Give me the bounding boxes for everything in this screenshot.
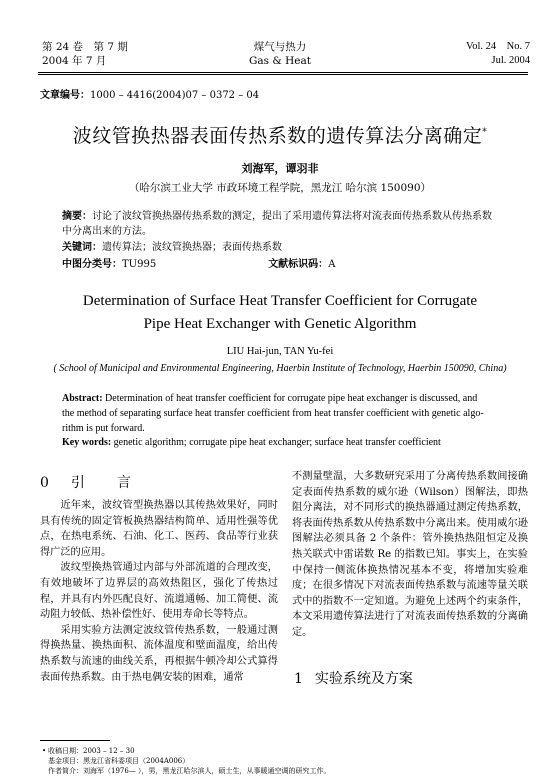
keywords-cn-value: 遗传算法；波纹管换热器；表面传热系数 bbox=[102, 242, 282, 253]
affiliation-cn: （哈尔滨工业大学 市政环境工程学院，黑龙江 哈尔滨 150090） bbox=[128, 182, 432, 194]
right-column bbox=[292, 469, 528, 641]
affiliation-en: ( School of Municipal and Environmental Engineering, Haerbin Institute of Technology, Haerbin 150090, China) bbox=[53, 363, 507, 374]
section-heading-intro bbox=[40, 472, 131, 492]
authors-cn: 刘海军，谭羽非 bbox=[241, 162, 319, 175]
abstract-en-line: Determination of heat transfer coefficient for corrugate pipe heat exchanger is discussed, and bbox=[105, 393, 478, 404]
section-title-char: 言 bbox=[116, 475, 131, 491]
abstract-cn-label: 摘要： bbox=[62, 211, 92, 222]
article-number bbox=[40, 86, 259, 101]
intro-paragraph: 采用实验方法测定波纹管传热系数，一般通过测得换热量、换热面积、流体温度和壁面温度，给出传热系数与流速的曲线关系，再根据牛顿冷却公式算得表面传热系数。由于热电偶安装的困难，通常 bbox=[40, 624, 278, 683]
issue-cn: 第 24 卷 第 7 期 bbox=[42, 41, 128, 53]
issue-en: Vol. 24 No. 7 bbox=[466, 41, 530, 52]
keywords-en-label: Key words: bbox=[62, 437, 112, 448]
abstract-en-label: Abstract: bbox=[62, 393, 103, 404]
keywords-cn bbox=[62, 240, 282, 255]
abstract-en-line: rithm is put forward. bbox=[62, 423, 145, 434]
keywords-cn-label: 关键词： bbox=[62, 242, 102, 253]
section-number: 1 bbox=[294, 671, 303, 687]
footnote-rule bbox=[40, 740, 110, 741]
title-en-line: Determination of Surface Heat Transfer Coefficient for Corrugate bbox=[82, 293, 478, 309]
title-en-line: Pipe Heat Exchanger with Genetic Algorithm bbox=[143, 316, 417, 332]
title-en bbox=[0, 290, 560, 336]
title-footnote-mark: * bbox=[482, 127, 488, 138]
section-number: 0 bbox=[40, 475, 49, 491]
footnote-line: 作者简介：刘海军（1976— ），男，黑龙江哈尔滨人，硕士生，从事暖通空调的研究工作。 bbox=[48, 767, 331, 775]
header-rule bbox=[38, 72, 528, 73]
authors-en: LIU Hai-jun, TAN Yu-fei bbox=[226, 346, 334, 357]
intro-paragraph: 波纹型换热管通过内部与外部流道的合理改变，有效地破坏了边界层的高效热阻区，强化了传热过程，并具有内外匹配良好、流道通畅、加工简便、流动阻力较低、热补偿性好、使用寿命长等特点。 bbox=[40, 562, 278, 621]
header-right bbox=[466, 40, 530, 68]
clc-number bbox=[62, 259, 212, 270]
clc-value: TU995 bbox=[122, 259, 157, 270]
section-title: 实验系统及方案 bbox=[314, 671, 413, 687]
classification-line bbox=[62, 257, 391, 272]
abstract-en bbox=[62, 391, 502, 436]
abstract-en-line: the method of separating surface heat transfer coefficient from heat transfer coefficient with genetic algo- bbox=[62, 408, 484, 419]
title-cn-text: 波纹管换热器表面传热系数的遗传算法分离确定 bbox=[72, 125, 483, 147]
journal-name-cn: 煤气与热力 bbox=[253, 41, 307, 53]
doc-code-label: 文献标识码： bbox=[268, 259, 329, 270]
journal-name-en: Gas & Heat bbox=[249, 55, 311, 67]
footnote-line: 收稿日期：2003 – 12 – 30 bbox=[48, 747, 135, 755]
left-column bbox=[40, 498, 278, 685]
keywords-en-value: genetic algorithm; corrugate pipe heat exchanger; surface heat transfer coefficient bbox=[113, 437, 441, 448]
section-heading-1 bbox=[294, 668, 413, 688]
footnote-line: 基金项目：黑龙江省科委项目（2004A006） bbox=[48, 757, 190, 765]
article-number-value: 1000 – 4416(2004)07 – 0372 – 04 bbox=[90, 90, 260, 101]
footnote bbox=[48, 746, 331, 776]
clc-label: 中图分类号： bbox=[62, 259, 122, 270]
article-number-label: 文章编号： bbox=[40, 90, 90, 101]
body-paragraph: 不测量壁温，大多数研究采用了分离传热系数间接确定表面传热系数的威尔逊（Wilson）图解法，即热阻分离法，对不同形式的换热器通过测定传热系数，将表面传热系数从传热系数中分离出来。使用威尔逊图解法必须具备 2 个条件：管外换热热阻恒定及换热关联式中雷诺数 Re 的指数已知。事实上，在实验中保持一侧流体换热情况基本不变，将增加实验难度；在很多情况下对流表面传热系数与流速等量关联式中的指数不一定知道。为避免上述两个约束条件，本文采用遗传算法进行了对流表面传热系数的分离确定。 bbox=[292, 471, 528, 638]
abstract-cn-line: 中分离出来的方法。 bbox=[62, 226, 152, 237]
footnote-bullet: • bbox=[42, 747, 47, 755]
doc-code-value: A bbox=[328, 259, 336, 270]
section-title-char: 引 bbox=[70, 475, 85, 491]
abstract-cn-line: 讨论了波纹管换热器传热系数的测定，提出了采用遗传算法将对流表面传热系数从传热系数 bbox=[92, 211, 492, 222]
keywords-en bbox=[62, 437, 441, 448]
abstract-cn bbox=[62, 209, 502, 239]
header-rule-thin bbox=[38, 74, 528, 75]
title-cn bbox=[0, 121, 560, 148]
intro-paragraph: 近年来，波纹管型换热器以其传热效果好，同时具有传统的固定管板换热器结构简单、适用性强等优点，在热电系统、石油、化工、医药、食品等行业获得广泛的应用。 bbox=[40, 500, 278, 558]
date-cn: 2004 年 7 月 bbox=[42, 55, 107, 67]
date-en: Jul. 2004 bbox=[491, 55, 530, 66]
